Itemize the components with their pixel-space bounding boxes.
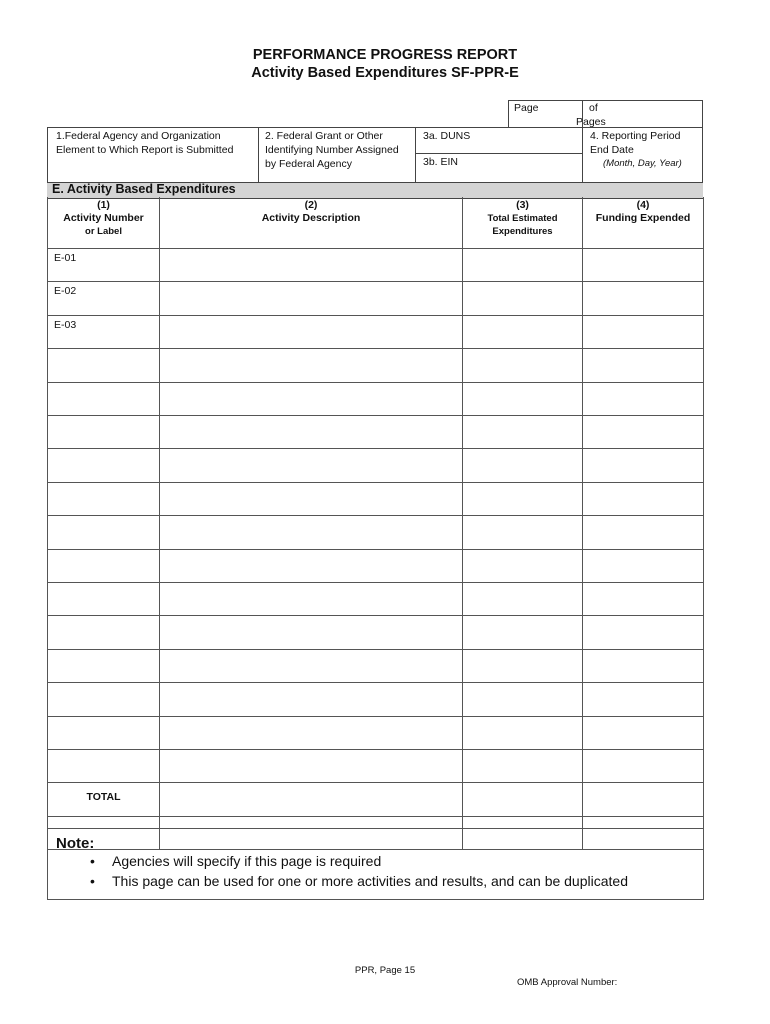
activity-description-cell[interactable]: [159, 549, 462, 582]
period-label-line2: End Date: [590, 144, 634, 156]
table-row: [47, 615, 703, 648]
table-row: [47, 315, 703, 348]
funding-expended-cell[interactable]: [582, 749, 703, 782]
agency-label-line1: 1.Federal Agency and Organization: [56, 130, 221, 142]
activity-number-cell[interactable]: [47, 716, 159, 749]
activity-description-cell[interactable]: [159, 515, 462, 548]
activity-number-cell[interactable]: [47, 649, 159, 682]
activity-number-cell[interactable]: [47, 549, 159, 582]
funding-expended-cell[interactable]: [582, 448, 703, 481]
funding-expended-cell[interactable]: [582, 682, 703, 715]
grant-label-line3: by Federal Agency: [265, 158, 352, 170]
activity-description-cell[interactable]: [159, 582, 462, 615]
total-label: TOTAL: [86, 791, 121, 803]
table-row: [47, 682, 703, 715]
table-row: [47, 348, 703, 381]
activity-description-cell[interactable]: [159, 782, 462, 815]
agency-label-line2: Element to Which Report is Submitted: [56, 144, 234, 156]
activity-description-cell[interactable]: [159, 415, 462, 448]
col1-label: Activity Number: [63, 212, 144, 224]
activity-description-cell[interactable]: [159, 248, 462, 281]
funding-expended-cell[interactable]: [582, 515, 703, 548]
ein-field-label[interactable]: 3b. EIN: [423, 156, 459, 168]
col4-label: Funding Expended: [595, 212, 691, 224]
col1-number: (1): [97, 199, 110, 211]
activity-number-cell[interactable]: [47, 415, 159, 448]
column-header-activity-description: [160, 199, 462, 225]
activity-description-cell[interactable]: [159, 382, 462, 415]
activity-number-cell[interactable]: [47, 248, 159, 281]
activity-number-cell[interactable]: [47, 615, 159, 648]
funding-expended-cell[interactable]: [582, 482, 703, 515]
total-estimated-cell[interactable]: [462, 782, 582, 815]
total-estimated-cell[interactable]: [462, 315, 582, 348]
table-row: [47, 716, 703, 749]
total-estimated-cell[interactable]: [462, 348, 582, 381]
table-row: [47, 448, 703, 481]
activity-number-cell[interactable]: [47, 382, 159, 415]
column-header-activity-number: [48, 199, 159, 238]
period-label-line1: 4. Reporting Period: [590, 130, 681, 142]
funding-expended-cell[interactable]: [582, 582, 703, 615]
note-bullet-1-text: Agencies will specify if this page is required: [112, 853, 382, 869]
funding-expended-cell[interactable]: [582, 649, 703, 682]
total-estimated-cell[interactable]: [462, 382, 582, 415]
activity-description-cell[interactable]: [159, 649, 462, 682]
funding-expended-cell[interactable]: [582, 281, 703, 314]
column-header-total-estimated: [463, 199, 582, 238]
activity-number-label: E-03: [54, 318, 77, 331]
funding-expended-cell[interactable]: [582, 248, 703, 281]
col4-number: (4): [636, 199, 650, 211]
footer-omb-number: OMB Approval Number:: [517, 977, 618, 988]
period-date-hint: (Month, Day, Year): [603, 158, 682, 169]
funding-expended-cell[interactable]: [582, 615, 703, 648]
footer-page-number: PPR, Page 15: [354, 965, 416, 976]
total-estimated-cell[interactable]: [462, 682, 582, 715]
col3-label: Total Estimated: [487, 213, 558, 224]
activity-number-cell[interactable]: [47, 515, 159, 548]
activity-number-label: E-01: [54, 252, 77, 264]
activity-description-cell[interactable]: [159, 749, 462, 782]
total-estimated-cell[interactable]: [462, 615, 582, 648]
table-row: [47, 749, 703, 782]
table-row: [47, 515, 703, 548]
total-estimated-cell[interactable]: [462, 716, 582, 749]
pages-label: Pages: [576, 116, 606, 128]
table-row: [47, 382, 703, 415]
grant-label-line2: Identifying Number Assigned: [265, 144, 399, 156]
total-estimated-cell[interactable]: [462, 515, 582, 548]
section-title: E. Activity Based Expenditures: [52, 182, 236, 196]
note-bullet-2-text: This page can be used for one or more activities and results, and can be duplicated: [112, 873, 628, 889]
total-estimated-cell[interactable]: [462, 248, 582, 281]
activity-number-cell[interactable]: [47, 682, 159, 715]
grant-label-line1: 2. Federal Grant or Other: [265, 130, 383, 142]
funding-expended-cell[interactable]: [582, 348, 703, 381]
activity-number-cell[interactable]: [47, 582, 159, 615]
form-title: PERFORMANCE PROGRESS REPORT: [252, 47, 518, 63]
activity-number-cell[interactable]: [47, 448, 159, 481]
total-estimated-cell[interactable]: [462, 582, 582, 615]
total-estimated-cell[interactable]: [462, 649, 582, 682]
activity-number-cell[interactable]: [47, 749, 159, 782]
funding-expended-cell[interactable]: [582, 382, 703, 415]
note-title: Note:: [56, 835, 95, 852]
col2-number: (2): [304, 199, 318, 211]
total-estimated-cell[interactable]: [462, 448, 582, 481]
bullet-dot-icon: •: [90, 873, 95, 889]
funding-expended-cell[interactable]: [582, 782, 703, 815]
total-estimated-cell[interactable]: [462, 281, 582, 314]
column-header-funding-expended: [583, 199, 703, 225]
funding-expended-cell[interactable]: [582, 549, 703, 582]
funding-expended-cell[interactable]: [582, 415, 703, 448]
activity-description-cell[interactable]: [159, 682, 462, 715]
table-row: [47, 582, 703, 615]
activity-number-cell[interactable]: [47, 348, 159, 381]
funding-expended-cell[interactable]: [582, 716, 703, 749]
activity-description-cell[interactable]: [159, 482, 462, 515]
activity-description-cell[interactable]: [159, 448, 462, 481]
bullet-dot-icon: •: [90, 853, 95, 869]
total-estimated-cell[interactable]: [462, 482, 582, 515]
note-bullet-1: [90, 853, 381, 869]
table-row: [47, 248, 703, 281]
table-row: [47, 649, 703, 682]
activity-description-cell[interactable]: [159, 281, 462, 314]
activity-number-cell[interactable]: [47, 482, 159, 515]
activity-description-cell[interactable]: [159, 716, 462, 749]
of-label: of: [589, 102, 598, 114]
activity-number-label: E-02: [54, 285, 77, 298]
col2-label: Activity Description: [261, 212, 361, 224]
table-row: [47, 281, 703, 314]
activity-description-cell[interactable]: [159, 315, 462, 348]
table-row: [47, 415, 703, 448]
note-bullet-2: [90, 873, 628, 889]
activity-description-cell[interactable]: [159, 348, 462, 381]
duns-field-label[interactable]: 3a. DUNS: [423, 130, 471, 142]
funding-expended-cell[interactable]: [582, 315, 703, 348]
table-row: [47, 549, 703, 582]
col3-number: (3): [516, 199, 529, 211]
col3-sublabel: Expenditures: [492, 226, 553, 237]
table-row: [47, 482, 703, 515]
activity-number-cell[interactable]: [47, 281, 159, 314]
total-estimated-cell[interactable]: [462, 549, 582, 582]
activity-description-cell[interactable]: [159, 615, 462, 648]
total-estimated-cell[interactable]: [462, 749, 582, 782]
activity-number-cell[interactable]: [47, 315, 159, 348]
form-subtitle: Activity Based Expenditures SF-PPR-E: [251, 65, 519, 81]
page-label: Page: [514, 102, 539, 114]
col1-sublabel: or Label: [85, 226, 122, 237]
total-estimated-cell[interactable]: [462, 415, 582, 448]
